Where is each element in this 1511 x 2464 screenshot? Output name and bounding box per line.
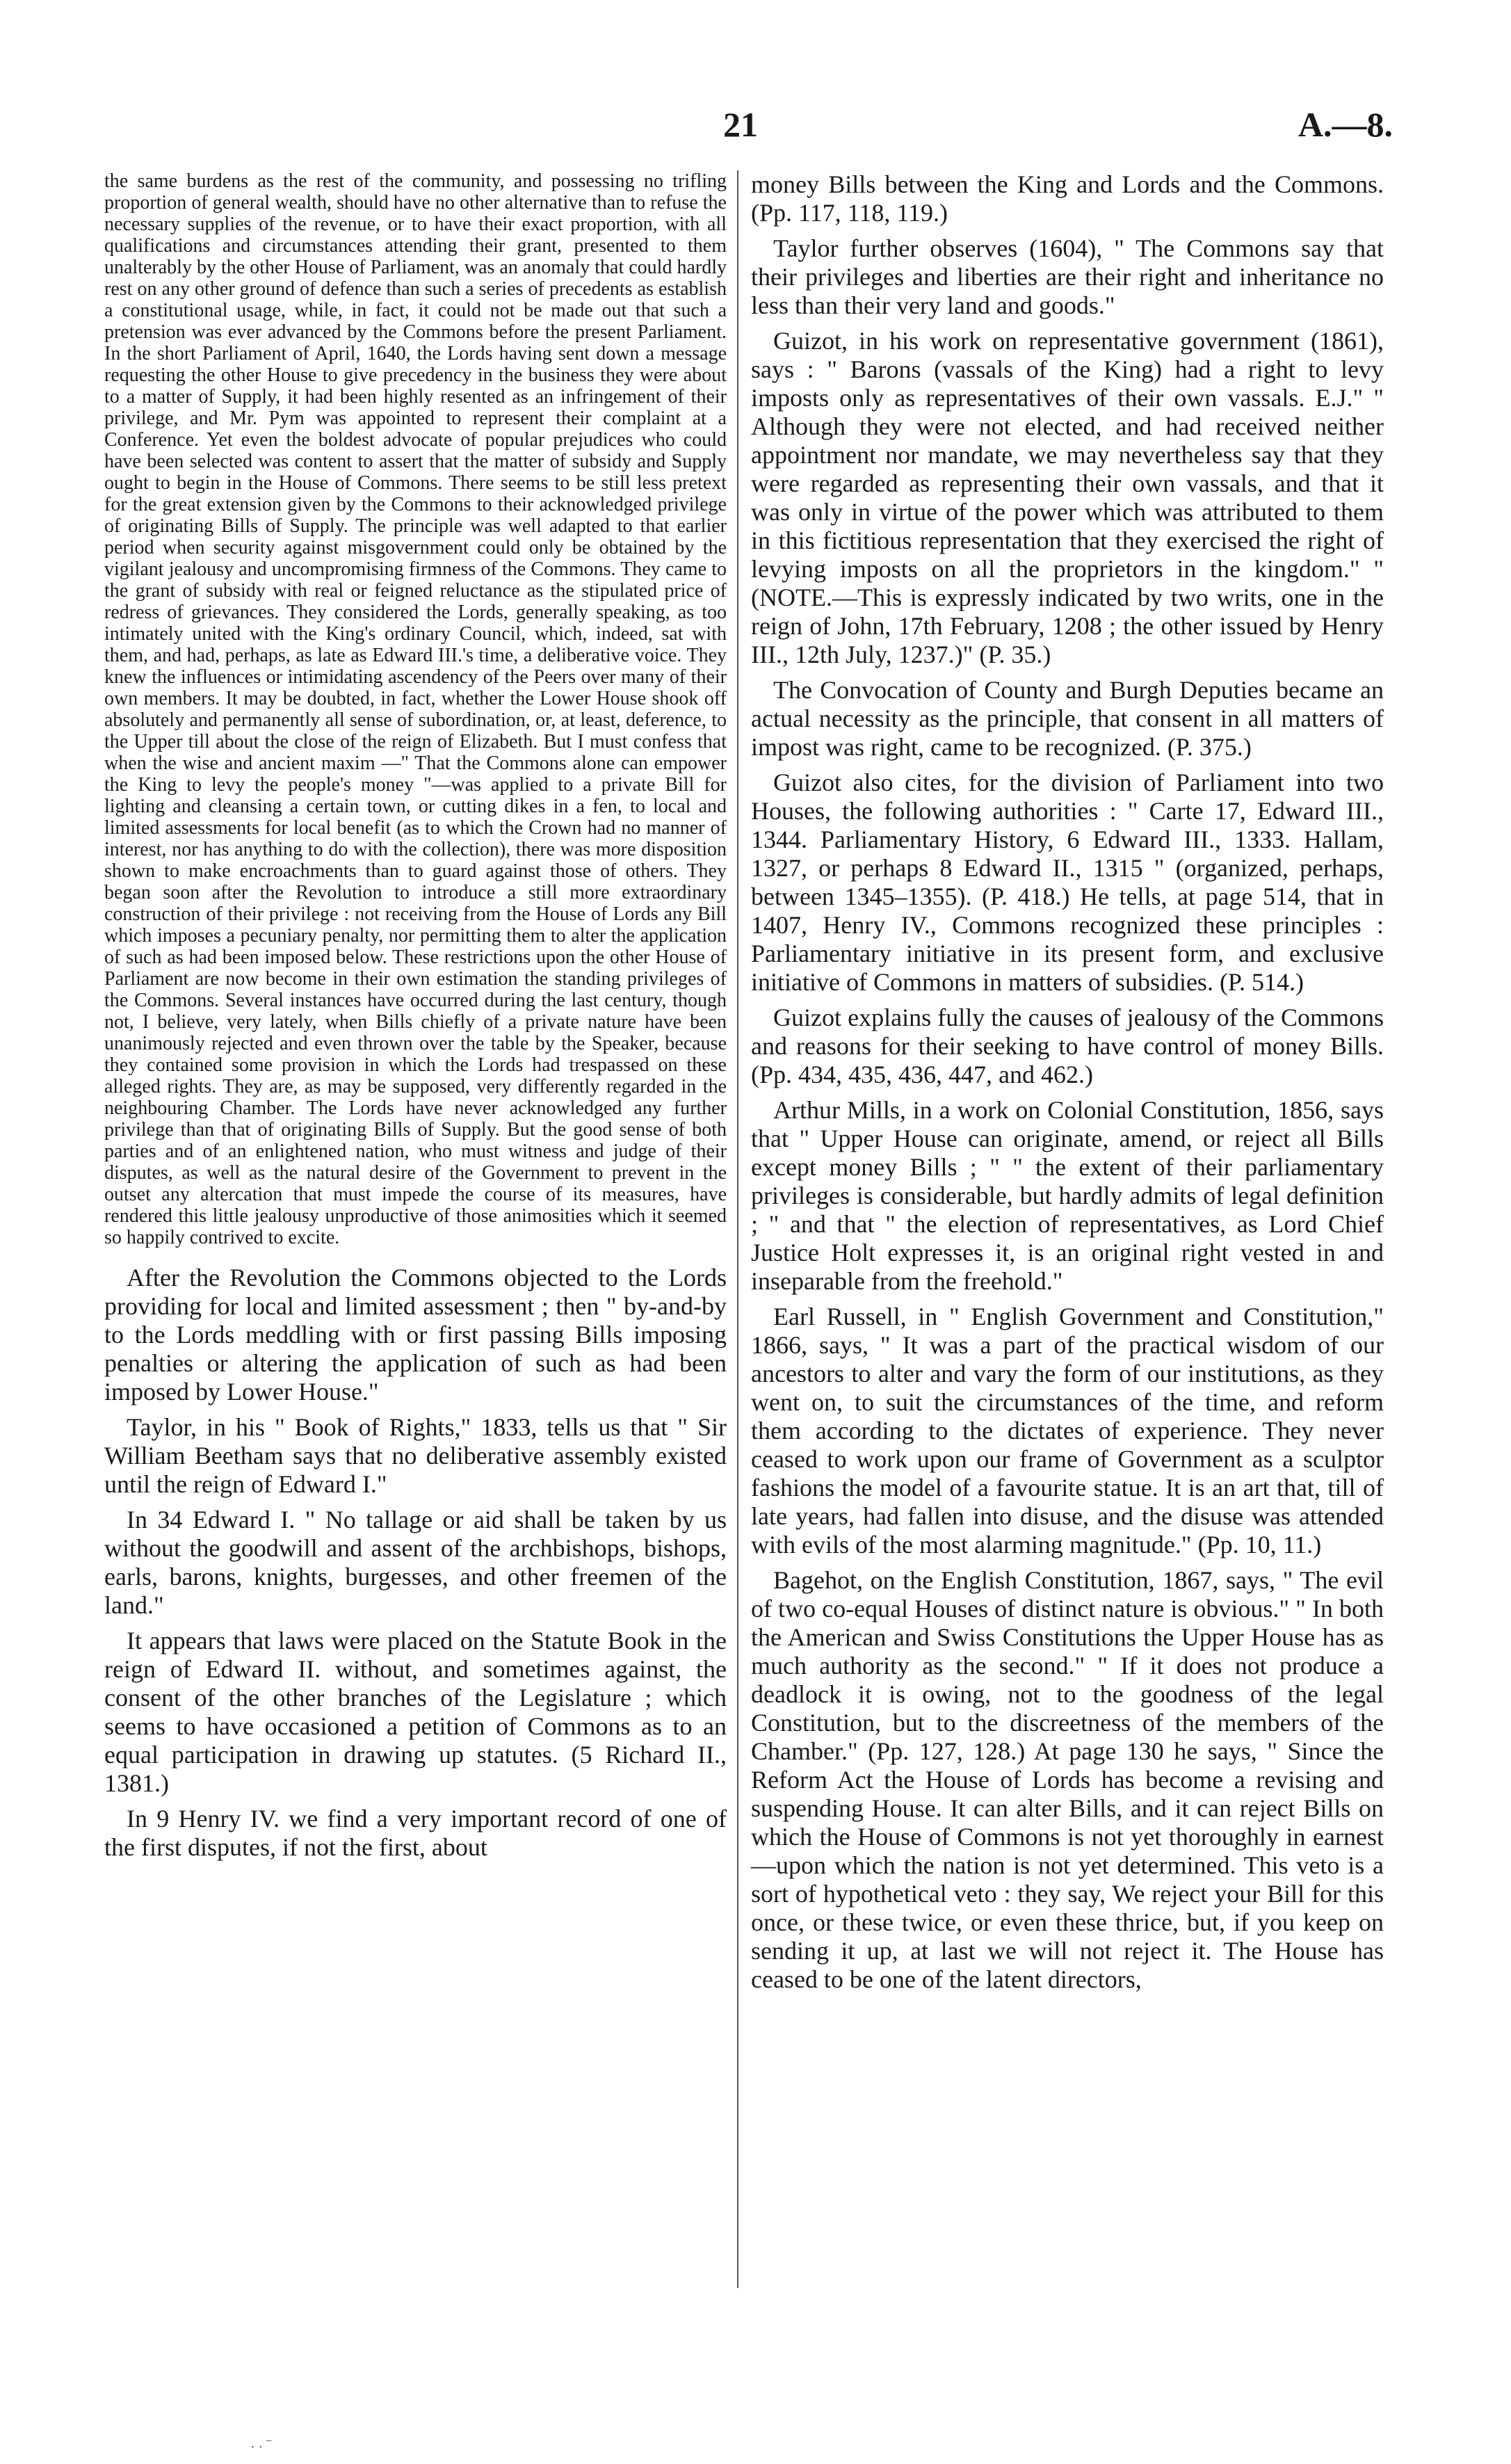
left-column [104,170,727,1869]
paragraph: In 34 Edward I. " No tallage or aid shall be taken by us without the goodwill and assent of the archbishops, bishops, earls, barons, knights, burgesses, and other freemen of the land." [104,1506,727,1619]
quoted-extract: the same burdens as the rest of the community, and possessing no trifling proportion of general wealth, should have no other alternative than to refuse the necessary supplies of the revenue, or to have their exact proportion, with all qualifications and circumstances attending their grant, presented to them unalterably by the other House of Parliament, was an anomaly that could hardly rest on any other ground of defence than such a series of precedents as establish a constitutional usage, while, in fact, it could not be made out that such a pretension was ever advanced by the Commons before the present Parliament. In the short Parliament of April, 1640, the Lords having sent down a message requesting the other House to give precedency in the business they were about to a matter of Supply, it had been highly resented as an infringement of their privilege, and Mr. Pym was appointed to represent their complaint at a Conference. Yet even the boldest advocate of popular prejudices who could have been selected was content to assert that the matter of subsidy and Supply ought to begin in the House of Commons. There seems to be still less pretext for the great extension given by the Commons to their acknowledged privilege of originating Bills of Supply. The principle was well adapted to that earlier period when security against misgovernment could only be obtained by the vigilant jealousy and uncompromising firmness of the Commons. They came to the grant of subsidy with real or feigned reluctance as the stipulated price of redress of grievances. They considered the Lords, generally speaking, as too intimately united with the King's ordinary Council, which, indeed, sat with them, and had, perhaps, as late as Edward III.'s time, a deliberative voice. They knew the influences or intimidating ascendency of the Peers over many of their own members. It may be doubted, in fact, whether the Lower House shook off absolutely and permanently all sense of subordination, or, at least, deference, to the Upper till about the close of the reign of Elizabeth. But I must confess that when the wise and ancient maxim —" That the Commons alone can empower the King to levy the people's money "—was applied to a private Bill for lighting and cleansing a certain town, or cutting dikes in a fen, to local and limited assessments for local benefit (as to which the Crown had no manner of interest, nor has anything to do with the collection), there was more disposition shown to make encroachments than to guard against those of others. They began soon after the Revolution to introduce a still more extraordinary construction of their privilege : not receiving from the House of Lords any Bill which imposes a pecuniary penalty, nor permitting them to alter the application of such as had been imposed below. These restrictions upon the other House of Parliament are now become in their own estimation the standing privileges of the Commons. Several instances have occurred during the last century, though not, I believe, very lately, when Bills chiefly of a private nature have been unanimously rejected and even thrown over the table by the Speaker, because they contained some provision in which the Lords had trespassed on these alleged rights. They are, as may be supposed, very differently regarded in the neighbouring Chamber. The Lords have never acknowledged any further privilege than that of originating Bills of Supply. But the good sense of both parties and of an enlightened nation, who must witness and judge of their disputes, as well as the natural desire of the Government to prevent in the outset any altercation that must impede the course of its measures, have rendered this little jealousy unproductive of those animosities which it seemed so happily contrived to excite. [104,170,727,1248]
paragraph: Arthur Mills, in a work on Colonial Constitution, 1856, says that " Upper House can originate, amend, or reject all Bills except money Bills ; " " the extent of their parliamentary privileges is considerable, but hardly admits of legal definition ; " and that " the election of representatives, as Lord Chief Justice Holt expresses it, is an original right vested in and inseparable from the freehold." [751,1096,1384,1295]
column-divider [737,170,738,2288]
paragraph: It appears that laws were placed on the Statute Book in the reign of Edward II. without, and sometimes against, the consent of the other branches of the Legislature ; which seems to have occasioned a petition of Commons as to an equal participation in drawing up statutes. (5 Richard II., 1381.) [104,1627,727,1797]
paragraph: Bagehot, on the English Constitution, 1867, says, " The evil of two co-equal Houses of distinct nature is obvious." " In both the American and Swiss Constitutions the Upper House has as much authority as the second." " If it does not produce a deadlock it is owing, not to the goodness of the legal Constitution, but to the discreetness of the members of the Chamber." (Pp. 127, 128.) At page 130 he says, " Since the Reform Act the House of Lords has become a revising and suspending House. It can alter Bills, and it can reject Bills on which the House of Commons is not yet thoroughly in earnest—upon which the nation is not yet determined. This veto is a sort of hypothetical veto : they say, We reject your Bill for this once, or these twice, or even these thrice, but, if you keep on sending it up, at last we will not reject it. The House has ceased to be one of the latent directors, [751,1566,1384,1993]
footer-printer-mark: · · ‾ [250,2440,271,2455]
page-number: 21 [723,105,758,144]
paragraph: After the Revolution the Commons objected to the Lords providing for local and limited assessment ; then " by-and-by to the Lords meddling with or first passing Bills imposing penalties or altering the application of such as had been imposed by Lower House." [104,1264,727,1406]
page-header [0,104,1511,146]
paragraph: Taylor, in his " Book of Rights," 1833, tells us that " Sir William Beetham says that no deliberative assembly existed until the reign of Edward I." [104,1413,727,1498]
paragraph: Earl Russell, in " English Government and Constitution," 1866, says, " It was a part of the practical wisdom of our ancestors to alter and vary the form of our institutions, as they went on, to suit the circumstances of the time, and reform them according to the dictates of experience. They never ceased to work upon our frame of Government as a sculptor fashions the model of a favourite statue. It is an art that, till of late years, had fallen into disuse, and the disuse was attended with evils of the most alarming magnitude." (Pp. 10, 11.) [751,1303,1384,1559]
paragraph: The Convocation of County and Burgh Deputies became an actual necessity as the principle, that consent in all matters of impost was right, came to be recognized. (P. 375.) [751,676,1384,761]
paragraph: Taylor further observes (1604), " The Commons say that their privileges and liberties are their right and inheritance no less than their very land and goods." [751,234,1384,319]
paragraph: Guizot explains fully the causes of jealousy of the Commons and reasons for their seeking to have control of money Bills. (Pp. 434, 435, 436, 447, and 462.) [751,1004,1384,1088]
paragraph: In 9 Henry IV. we find a very important record of one of the first disputes, if not the first, about [104,1805,727,1861]
right-column [751,170,1384,2001]
paragraph-continuation: money Bills between the King and Lords and the Commons. (Pp. 117, 118, 119.) [751,170,1384,227]
paragraph: Guizot also cites, for the division of Parliament into two Houses, the following authorities : " Carte 17, Edward III., 1344. Parliamentary History, 6 Edward III., 1333. Hallam, 1327, or perhaps 8 Edward II., 1315 " (organized, perhaps, between 1345–1355). (P. 418.) He tells, at page 514, that in 1407, Henry IV., Commons recognized these principles : Parliamentary initiative in its present form, and exclusive initiative of Commons in matters of subsidies. (P. 514.) [751,768,1384,996]
document-reference: A.—8. [1298,105,1393,144]
paragraph: Guizot, in his work on representative government (1861), says : " Barons (vassals of the King) had a right to levy imposts only as representatives of their own vassals. E.J." " Although they were not elected, and had received neither appointment nor mandate, we may nevertheless say that they were regarded as representing their own vassals, and that it was only in virtue of the power which was attributed to them in this fictitious representation that they exercised the right of levying imposts on all the proprietors in the kingdom." " (NOTE.—This is expressly indicated by two writs, one in the reign of John, 17th February, 1208 ; the other issued by Henry III., 12th July, 1237.)" (P. 35.) [751,327,1384,668]
